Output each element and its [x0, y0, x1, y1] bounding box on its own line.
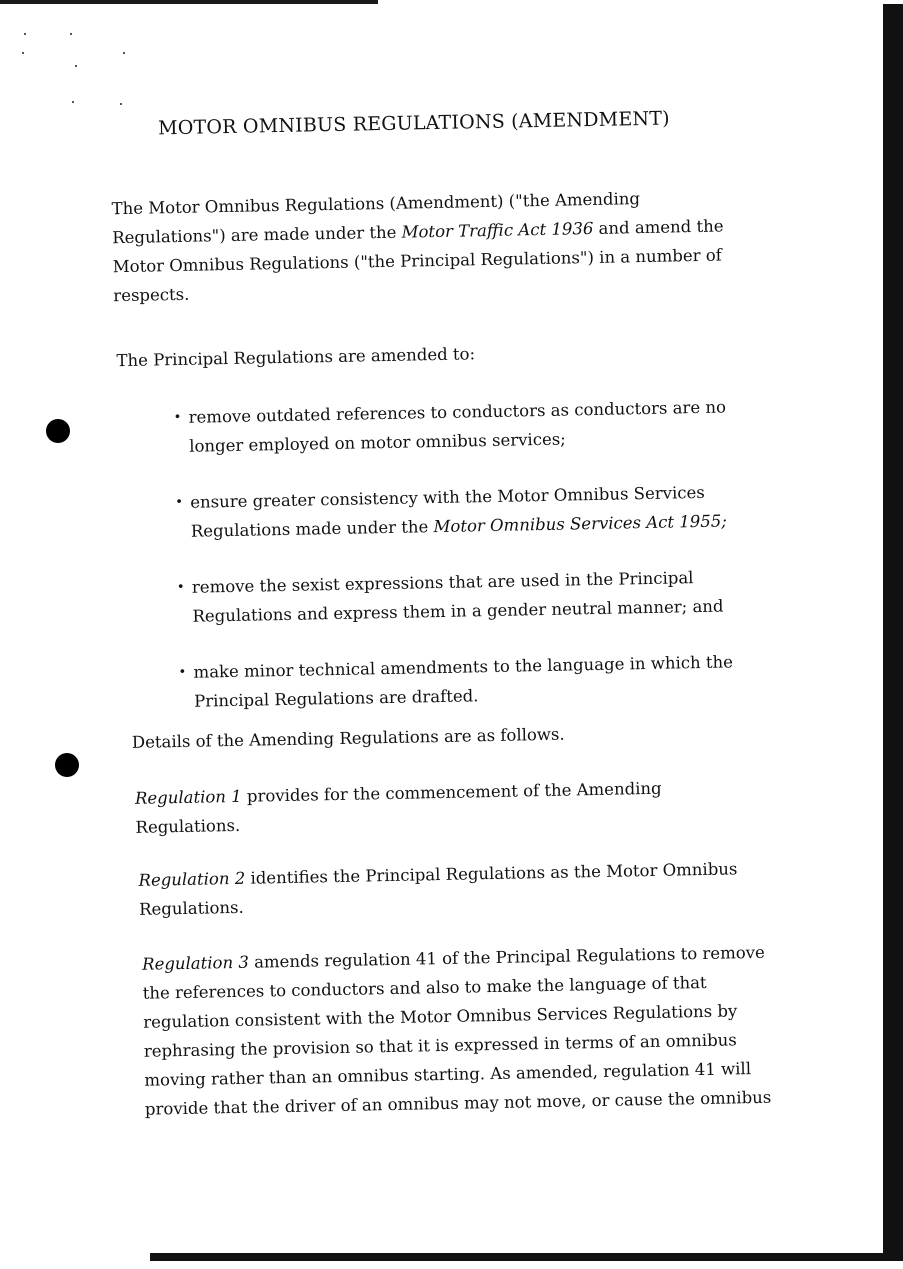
bullet-text: remove outdated references to conductors as conductors are no longer employed on motor omnibus services;	[188, 397, 727, 456]
amendment-list	[173, 392, 739, 743]
intro-text-2: and amend the Motor Omnibus Regulations ("the Principal Regulations") in a number of respects.	[112, 216, 724, 306]
regulation-2-label: Regulation 2	[138, 868, 246, 890]
act-name: Motor Traffic Act 1936	[401, 218, 594, 242]
regulation-2-paragraph	[138, 854, 759, 924]
list-item	[177, 562, 738, 631]
bullet-text: ensure greater consistency with the Motor Omnibus Services Regulations made under the	[190, 482, 705, 541]
regulation-1-text: provides for the commencement of the Amending Regulations.	[135, 778, 662, 837]
document-title: MOTOR OMNIBUS REGULATIONS (AMENDMENT)	[157, 107, 670, 140]
bullet-text: make minor technical amendments to the language in which the Principal Regulations are drafted.	[193, 652, 734, 711]
bullet-text: remove the sexist expressions that are used in the Principal Regulations and express them in a gender neutral manner; and	[191, 568, 724, 626]
regulation-1-label: Regulation 1	[134, 786, 242, 808]
list-item	[178, 647, 739, 716]
services-act-name: Motor Omnibus Services Act 1955;	[433, 511, 728, 537]
list-item	[175, 477, 736, 546]
intro-paragraph	[111, 182, 733, 310]
regulation-2-text: identifies the Principal Regulations as the Motor Omnibus Regulations.	[138, 859, 738, 919]
details-paragraph: Details of the Amending Regulations are as follows.	[131, 724, 565, 752]
amended-to-paragraph: The Principal Regulations are amended to:	[116, 344, 476, 371]
list-item	[173, 392, 734, 461]
intro-text-1: The Motor Omnibus Regulations (Amendment) ("the Amending Regulations") are made under the	[111, 189, 641, 248]
regulation-3-paragraph	[142, 937, 790, 1123]
regulation-3-text: amends regulation 41 of the Principal Regulations to remove the references to conductors and also to make the language of that regulation consistent with the Motor Omnibus Services Regulations by rephrasing the provision so that it is expressed in terms of an omnibus moving rather than an omnibus starting. As amended, regulation 41 will provide that the driver of an omnibus may not move, or cause the omnibus	[142, 942, 772, 1119]
regulation-1-paragraph	[135, 773, 696, 842]
regulation-3-label: Regulation 3	[141, 952, 250, 974]
